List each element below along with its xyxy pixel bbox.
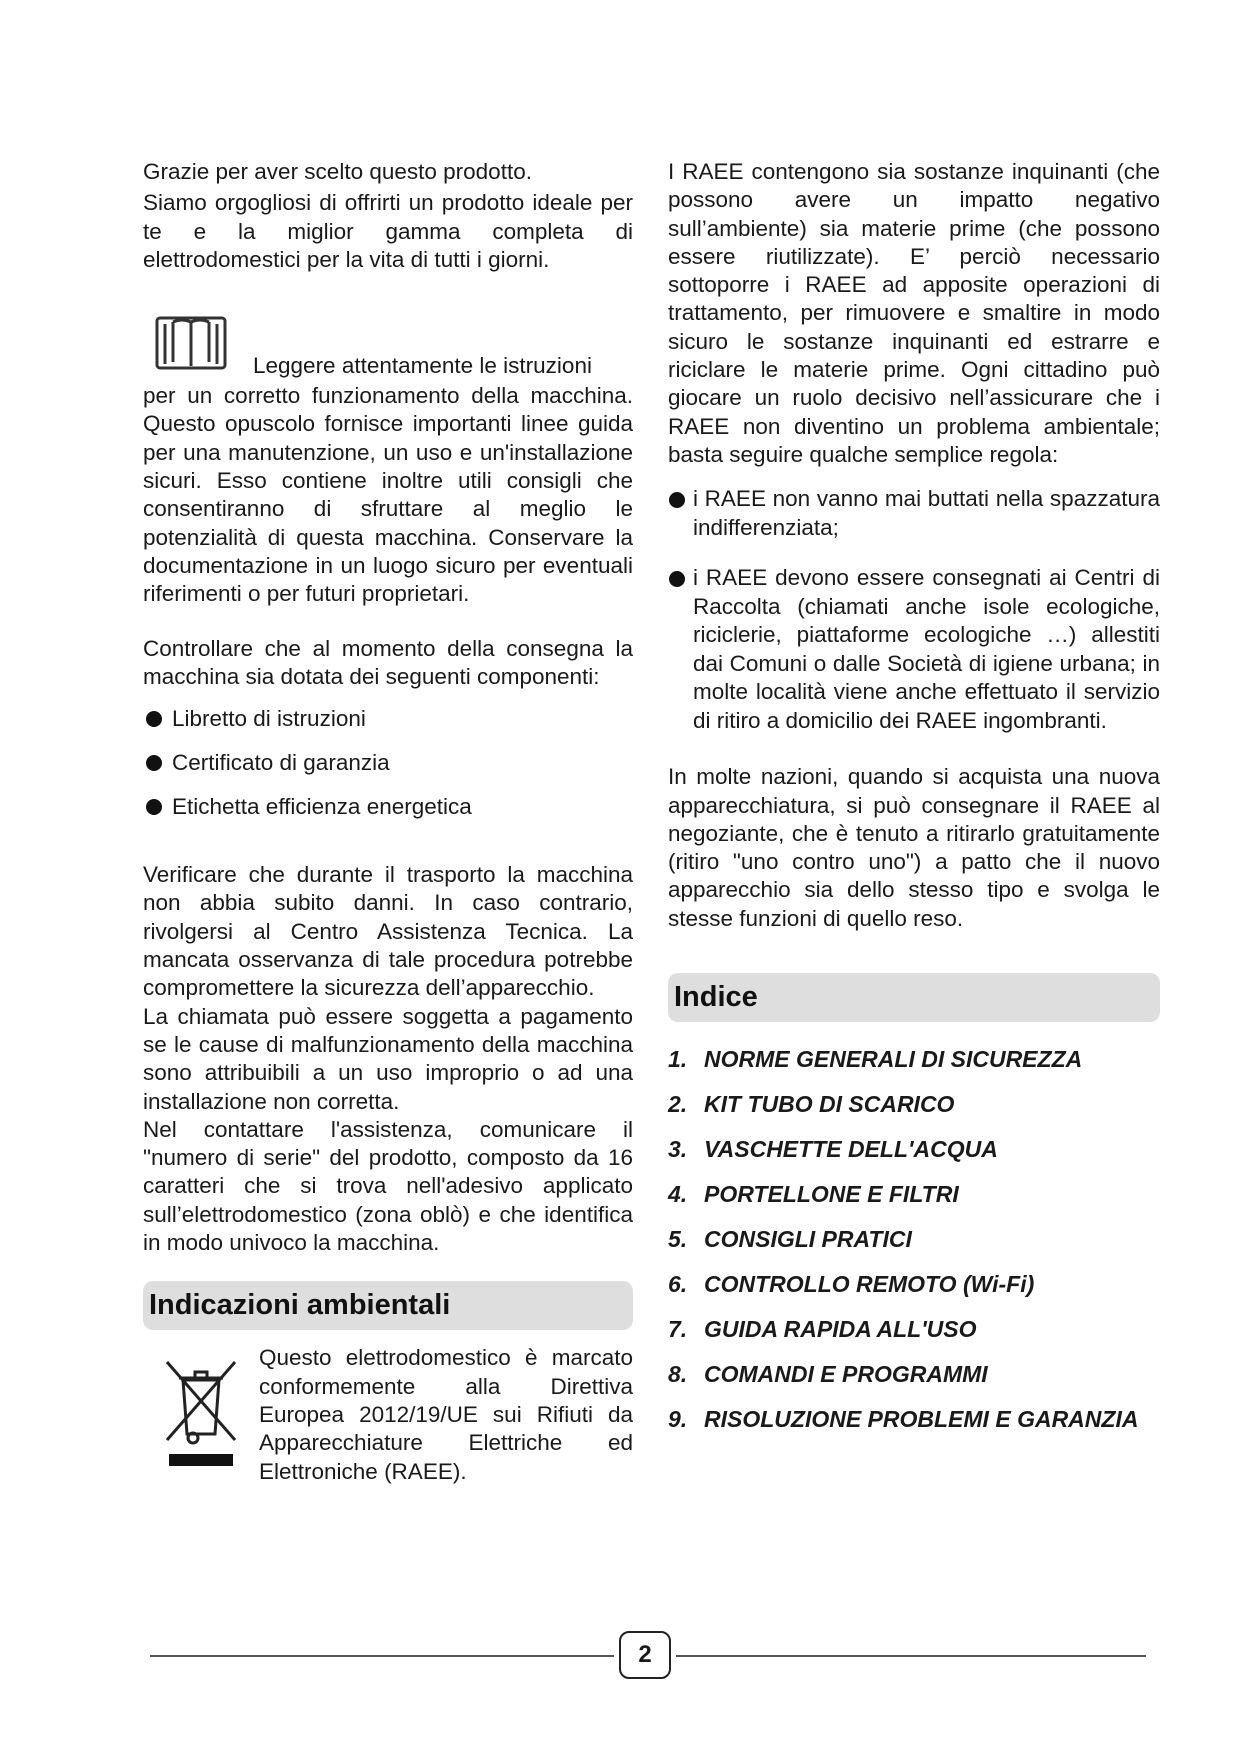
- raee-return-paragraph: In molte nazioni, quando si acquista una nuova apparecchiatura, si può consegnare il RAEE al negoziante, che è tenuto a ritirarlo gratuitamente (ritiro "uno contro uno") a patto che il nuovo apparecchio sia dello stesso tipo e svolga le stesse funzioni di quello reso.: [668, 764, 1160, 931]
- serial-number-paragraph: Nel contattare l'assistenza, comunicare il "numero di serie" del prodotto, composto da 16 caratteri che si trova nell'adesivo applicato sull’elettrodomestico (zona oblò) e che identifica in modo univoco la macchina.: [143, 1116, 633, 1256]
- components-intro: Controllare che al momento della consegna la macchina sia dotata dei seguenti componenti:: [143, 635, 633, 689]
- page-number: 2: [619, 1631, 671, 1679]
- index-list: [668, 1044, 1160, 1434]
- list-item: Etichetta efficienza energetica: [143, 793, 633, 821]
- index-title: Indice: [668, 973, 1160, 1022]
- index-item: 8. COMANDI E PROGRAMMI: [668, 1361, 988, 1388]
- index-item: 6. CONTROLLO REMOTO (Wi-Fi): [668, 1271, 1035, 1298]
- components-list: [143, 705, 633, 821]
- list-item: Libretto di istruzioni: [143, 705, 633, 733]
- bullet-icon: [669, 571, 685, 587]
- list-item: Certificato di garanzia: [143, 749, 633, 777]
- weee-row: [143, 1344, 633, 1485]
- index-item: 4. PORTELLONE E FILTRI: [668, 1181, 959, 1208]
- intro-thanks: Grazie per aver scelto questo prodotto.: [143, 159, 532, 184]
- index-item: 7. GUIDA RAPIDA ALL'USO: [668, 1316, 977, 1343]
- intro-proud: Siamo orgogliosi di offrirti un prodotto ideale per te e la miglior gamma completa di elettrodomestici per la vita di tutti i giorni.: [143, 190, 633, 272]
- index-item: 1. NORME GENERALI DI SICUREZZA: [668, 1046, 1083, 1073]
- index-item: 2. KIT TUBO DI SCARICO: [668, 1091, 955, 1118]
- list-item: i RAEE devono essere consegnati ai Centri di Raccolta (chiamati anche isole ecologiche, riciclerie, piattaforme ecologiche …) allestiti dai Comuni o dalle Società di igiene urbana; in molte località viene anche effettuato il servizio di ritiro a domicilio dei RAEE ingombranti.: [668, 564, 1160, 735]
- index-item: 3. VASCHETTE DELL'ACQUA: [668, 1136, 998, 1163]
- book-icon: [155, 314, 227, 372]
- bullet-icon: [146, 799, 162, 815]
- env-section-title: Indicazioni ambientali: [143, 1281, 633, 1330]
- bullet-icon: [146, 711, 162, 727]
- bullet-icon: [146, 755, 162, 771]
- raee-paragraph: I RAEE contengono sia sostanze inquinanti (che possono avere un impatto negativo sull’ambiente) sia materie prime (che possono essere riutilizzate). E’ perciò necessario sottoporre i RAEE ad apposite operazioni di trattamento, per rimuovere e smaltire in modo sicuro le sostanze inquinanti ed estrarre e riciclare le materie prime. Ogni cittadino può giocare un ruolo decisivo nell’assicurare che i RAEE non diventino un problema ambientale; basta seguire qualche semplice regola:: [668, 159, 1160, 467]
- read-instructions-row: [143, 314, 633, 380]
- left-column: [143, 158, 633, 1486]
- env-paragraph: Questo elettrodomestico è marcato conformemente alla Direttiva Europea 2012/19/UE sui Rifiuti da Apparecchiature Elettriche ed Elettroniche (RAEE).: [259, 1345, 633, 1484]
- read-instructions-lead: Leggere attentamente le istruzioni: [253, 353, 592, 379]
- footer-rule-right: [676, 1655, 1146, 1657]
- list-item: i RAEE non vanno mai buttati nella spazzatura indifferenziata;: [668, 485, 1160, 542]
- index-item: 5. CONSIGLI PRATICI: [668, 1226, 912, 1253]
- call-cost-paragraph: La chiamata può essere soggetta a pagamento se le cause di malfunzionamento della macchina sono attribuibili a un uso improprio o ad una installazione non corretta.: [143, 1003, 633, 1114]
- bullet-icon: [669, 492, 685, 508]
- index-item: 9. RISOLUZIONE PROBLEMI E GARANZIA: [668, 1406, 1139, 1433]
- right-column: [668, 158, 1160, 1449]
- read-instructions-body: per un corretto funzionamento della macchina. Questo opuscolo fornisce importanti linee guida per una manutenzione, un uso e un'installazione sicuri. Esso contiene inoltre utili consigli che consentiranno di sfruttare al meglio le potenzialità di questa macchina. Conservare la documentazione in un luogo sicuro per eventuali riferimenti o per futuri proprietari.: [143, 383, 633, 607]
- transport-paragraph: Verificare che durante il trasporto la macchina non abbia subito danni. In caso contrario, rivolgersi al Centro Assistenza Tecnica. La mancata osservanza di tale procedura potrebbe compromettere la sicurezza dell’apparecchio.: [143, 862, 633, 1001]
- footer-rule-left: [150, 1655, 614, 1657]
- weee-crossed-bin-icon: [161, 1358, 241, 1468]
